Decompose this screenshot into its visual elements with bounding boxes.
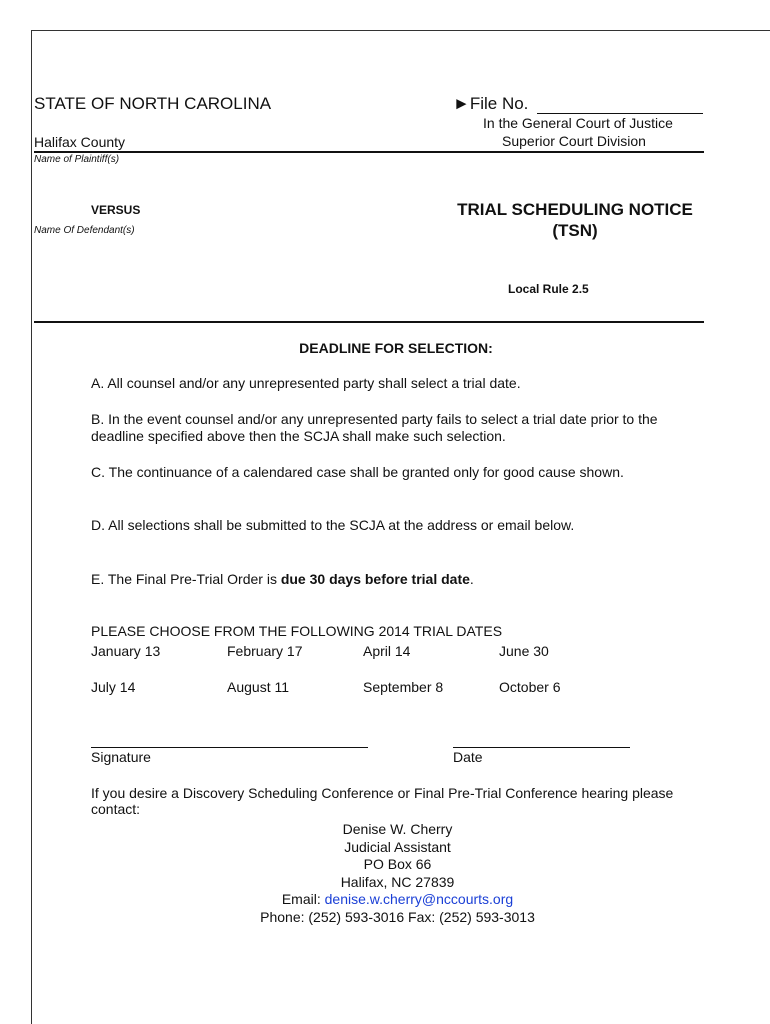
paragraph-b: B. In the event counsel and/or any unrepresented party fails to select a trial date prior to the deadline specified above then the SCJA shall make such selection. <box>91 411 658 444</box>
plaintiff-label: Name of Plaintiff(s) <box>34 154 120 165</box>
contact-email-line <box>31 891 764 909</box>
trial-date-option[interactable]: July 14 <box>91 679 136 695</box>
county-name: Halifax County <box>34 134 126 150</box>
trial-date-option[interactable]: August 11 <box>227 679 290 695</box>
paragraph-c: C. The continuance of a calendared case shall be granted only for good cause shown. <box>91 464 624 480</box>
contact-phone: Phone: (252) 593-3016 Fax: (252) 593-3013 <box>260 908 535 925</box>
trial-date-option[interactable]: October 6 <box>499 679 561 695</box>
trial-dates-heading: PLEASE CHOOSE FROM THE FOLLOWING 2014 TRIAL DATES <box>91 623 503 639</box>
trial-date-option[interactable]: September 8 <box>363 679 444 695</box>
contact-city: Halifax, NC 27839 <box>340 873 455 890</box>
contact-po-box: PO Box 66 <box>363 856 432 872</box>
section-rule <box>34 321 704 323</box>
deadline-heading: DEADLINE FOR SELECTION: <box>299 340 493 356</box>
file-number-blank[interactable] <box>537 113 703 114</box>
page-border-top <box>31 30 770 31</box>
contact-name: Denise W. Cherry <box>342 821 453 837</box>
court-line-1: In the General Court of Justice <box>483 115 673 131</box>
contact-role: Judicial Assistant <box>344 838 451 855</box>
trial-date-option[interactable]: February 17 <box>227 643 303 659</box>
email-label: Email: <box>281 891 325 907</box>
email-link[interactable]: denise.w.cherry@nccourts.org <box>324 891 514 907</box>
contact-intro: If you desire a Discovery Scheduling Conference or Final Pre-Trial Conference hearing please contact: <box>91 785 674 817</box>
paragraph-e-bold: due 30 days before trial date <box>280 571 470 587</box>
paragraph-e-prefix: E. The Final Pre-Trial Order is <box>91 571 281 587</box>
signature-line[interactable] <box>91 747 368 748</box>
date-label: Date <box>453 749 483 765</box>
title-line-1: TRIAL SCHEDULING NOTICE <box>457 200 693 219</box>
trial-date-option[interactable]: April 14 <box>363 643 411 659</box>
defendant-label: Name Of Defendant(s) <box>34 225 135 236</box>
paragraph-e <box>91 571 691 588</box>
state-heading: STATE OF NORTH CAROLINA <box>34 94 272 113</box>
local-rule: Local Rule 2.5 <box>508 282 589 296</box>
court-line-2: Superior Court Division <box>502 133 646 149</box>
versus-label: VERSUS <box>91 203 141 217</box>
contact-block <box>31 821 764 926</box>
header-rule <box>34 151 704 153</box>
paragraph-a: A. All counsel and/or any unrepresented party shall select a trial date. <box>91 375 521 391</box>
file-number-label: ►File No. <box>453 94 529 113</box>
document-title <box>440 199 710 241</box>
paragraph-d: D. All selections shall be submitted to the SCJA at the address or email below. <box>91 517 575 533</box>
date-line[interactable] <box>453 747 630 748</box>
trial-date-option[interactable]: January 13 <box>91 643 161 659</box>
trial-date-option[interactable]: June 30 <box>499 643 549 659</box>
paragraph-e-suffix: . <box>469 571 474 587</box>
signature-label: Signature <box>91 749 151 765</box>
title-line-2: (TSN) <box>552 221 598 240</box>
